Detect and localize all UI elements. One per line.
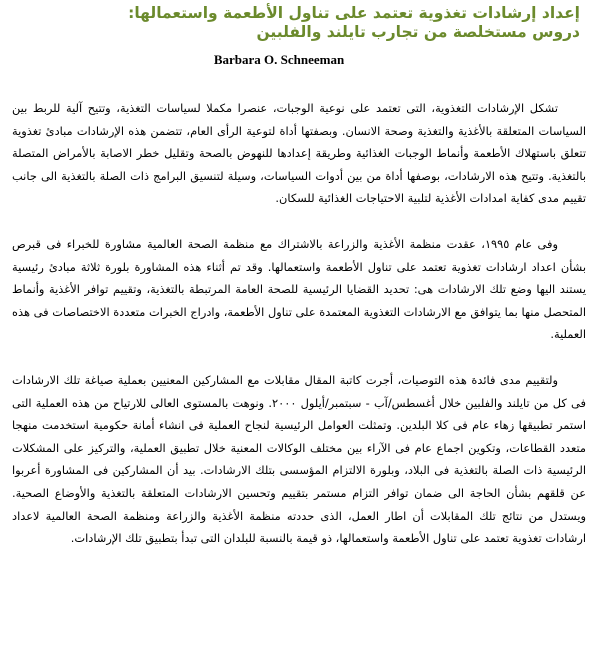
paragraph-1 <box>12 97 586 210</box>
title-line-1: إعداد إرشادات تغذوية تعتمد على تناول الأطعمة واستعمالها: <box>128 4 580 22</box>
document-title <box>12 4 586 42</box>
paragraph-3 <box>12 369 586 550</box>
paragraph-2 <box>12 233 586 346</box>
paragraph-3-text: ولتقييم مدى فائدة هذه التوصيات، أجرت كاتبة المقال مقابلات مع المشاركين المعنيين بعملية صياغة تلك الارشادات فى كل من تايلند والفلبين خلال أغسطس/آب - سبتمبر/أيلول ٢٠٠٠. ونوهت بالمستوى العالى للارتياح من هذه العملية التى استمر تطبيقها زهاء عام فى كلا البلدين. وتمثلت العوامل الرئيسية لنجاح العملية فى انشاء أمانة حكومية استخدمت منهجا متعدد القطاعات، وتكوين اجماع عام فى الآراء بين مختلف الوكالات المعنية خلال تطبيق العملية، والتركيز على المشكلات الرئيسية ذات الصلة بالتغذية فى البلاد، وبلورة الالتزام المؤسسى بتلك الارشادات. بيد أن المشاركين فى المشاورة أعربوا عن قلقهم بشأن الحاجة الى ضمان توافر التزام مستمر بتقييم وتحسين الارشادات المتعلقة بالتغذية والأوضاع الصحية. ويستدل من نتائج تلك المقابلات أن اطار العمل، الذى حددته منظمة الأغذية والزراعة ومنظمة الصحة العالمية لاعداد ارشادات تغذوية تعتمد على تناول الأطعمة واستعمالها، ذو قيمة بالنسبة للبلدان التى تبدأ بتطبيق تلك الإرشادات. <box>12 372 586 546</box>
paragraph-2-text: وفى عام ١٩٩٥، عقدت منظمة الأغذية والزراعة بالاشتراك مع منظمة الصحة العالمية مشاورة للخبراء فى قبرص بشأن اعداد ارشادات تغذوية تعتمد على تناول الأطعمة واستعمالها. وقد تم أثناء هذه المشاورة بلورة ثلاثة مبادئ رئيسية يستند اليها وضع تلك الارشادات هى: تحديد القضايا الرئيسية للصحة العامة المرتبطة بالتغذية، وتقييم توافر الأغذية وأنماط المتحصل منها بما يتوافق مع الارشادات التغذوية المعتمدة على تناول الأطعمة، وادراج الخبرات متعددة الاختصاصات فى هذه العملية. <box>12 236 586 342</box>
author-name: Barbara O. Schneeman <box>213 52 345 67</box>
title-line-2: دروس مستخلصة من تجارب تايلند والفلبين <box>256 23 580 41</box>
paragraph-1-text: تشكل الإرشادات التغذوية، التى تعتمد على نوعية الوجبات، عنصرا مكملا لسياسات التغذية، وتتيح آلية للربط بين السياسات المتعلقة بالأغذية والتغذية وصحة الانسان. وبصفتها أداة لتوعية الرأى العام، تتضمن هذه الإرشادات مبادئ تغذوية تتعلق باستهلاك الأطعمة وأنماط الوجبات الغذائية وطريقة إعدادها للنهوض بالصحة وتقليل خطر الاصابة بالأمراض المتصلة بالتغذية. وتتيح هذه الارشادات، بوصفها أداة من بين أدوات السياسات، وسيلة لتنسيق البرامج ذات الصلة بالتغذية الى جانب تقييم مدى كفاية امدادات الأغذية لتلبية الاحتياجات الغذائية للسكان. <box>12 101 586 206</box>
